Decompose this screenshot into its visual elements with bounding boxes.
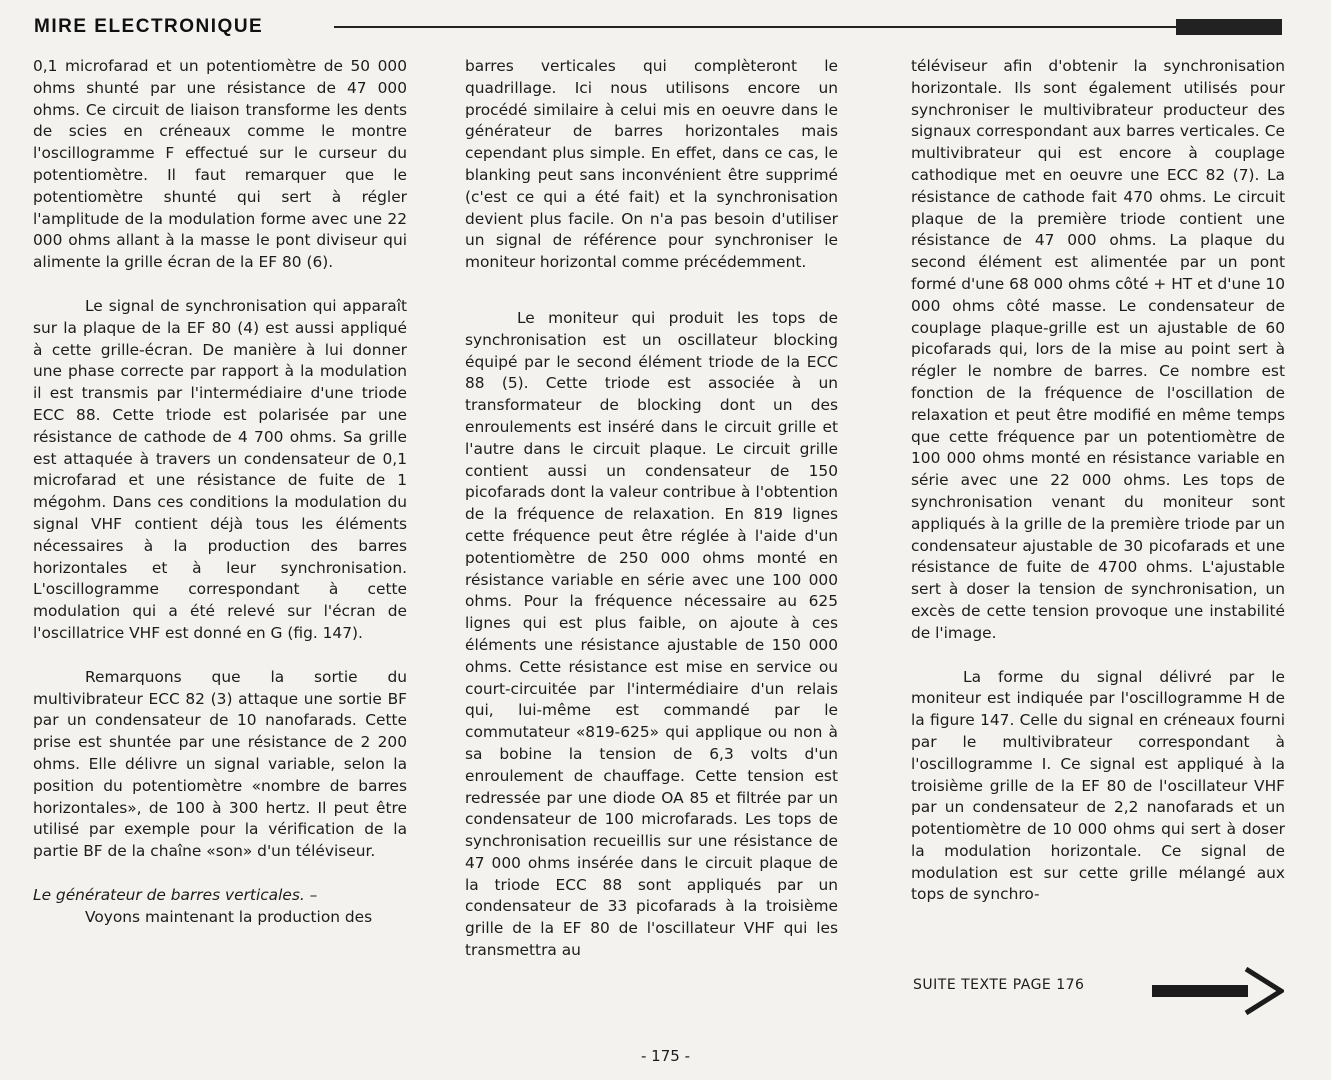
paragraph: Voyons maintenant la production des (85, 907, 373, 926)
paragraph: téléviseur afin d'obtenir la synchronisation horizontale. Ils sont également utilisés pour synchroniser le multivibrateur producteur des signaux correspondant aux barres verticales. Ce multivibrateur qui est encore à couplage cathodique met en oeuvre une ECC 82 (7). La résistance de cathode fait 470 ohms. Le circuit plaque de la première triode contient une résistance de 47 000 ohms. La plaque du second élément est alimentée par un pont formé d'une 68 000 ohms côté + HT et d'une 10 000 ohms côté masse. Le condensateur de couplage plaque-grille est un ajustable de 60 picofarads qui, lors de la mise au point sert à régler le nombre de barres. Ce nombre est fonction de la fréquence de l'oscillation de relaxation et peut être modifié en même temps que cette fréquence par un potentiomètre de 100 000 ohms monté en résistance variable en série avec une 22 000 ohms. Les tops de synchronisation venant du moniteur sont appliqués à la grille de la première triode par un condensateur ajustable de 30 picofarads et une résistance de fuite de 4700 ohms. L'ajustable sert à doser la tension de synchronisation, un excès de cette tension provoque une instabilité de l'image. (911, 57, 1285, 642)
page-number: - 175 - (641, 1047, 690, 1065)
continued-link: SUITE TEXTE PAGE 176 (913, 977, 1085, 993)
paragraph: barres verticales qui complèteront le quadrillage. Ici nous utilisons encore un procédé similaire à celui mis en oeuvre dans le générateur de barres horizontales mais cependant plus simple. En effet, dans ce cas, le blanking peut sans inconvénient être supprimé (c'est ce qui a été fait) et la synchronisation devient plus facile. On n'a pas besoin d'utiliser un signal de référence pour synchroniser le moniteur horizontal comme précédemment. (465, 57, 838, 272)
header-bar (1176, 19, 1282, 35)
paragraph: Remarquons que la sortie du multivibrateur ECC 82 (3) attaque une sortie BF par un condensateur de 10 nanofarads. Cette prise est shuntée par une résistance de 2 200 ohms. Elle délivre un signal variable, selon la position du potentiomètre «nombre de barres horizontales», de 100 à 300 hertz. Il peut être utilisé par exemple pour la vérification de la partie BF de la chaîne «son» d'un téléviseur. (33, 667, 407, 861)
paragraph: Le moniteur qui produit les tops de synchronisation est un oscillateur blocking équipé par le second élément triode de la ECC 88 (5). Cette triode est associée à un transformateur de blocking dont un des enroulements est inséré dans le circuit grille et l'autre dans le circuit plaque. Le circuit grille contient aussi un condensateur de 150 picofarads dont la valeur contribue à l'obtention de la fréquence de relaxation. En 819 lignes cette fréquence peut être réglée à l'aide d'un potentiomètre de 250 000 ohms monté en résistance variable en série avec une 100 000 ohms. Pour la fréquence nécessaire au 625 lignes qui est plus faible, on ajoute à ces éléments une résistance ajustable de 150 000 ohms. Cette résistance est mise en service ou court-circuitée par l'intermédiaire d'un relais qui, lui-même est commandé par le commutateur «819-625» qui applique ou non à sa bobine la tension de 6,3 volts d'un enroulement de chauffage. Cette tension est redressée par une diode OA 85 et filtrée par un condensateur de 100 microfarads. Les tops de synchronisation recueillis sur une résistance de 47 000 ohms insérée dans le circuit plaque de la triode ECC 88 sont appliqués par un condensateur de 33 picofarads à la troisième grille de la EF 80 de l'oscillateur VHF qui les transmettra au (465, 308, 838, 960)
paragraph: La forme du signal délivré par le moniteur est indiquée par l'oscillogramme H de la figure 147. Celle du signal en créneaux fourni par le multivibrateur correspondant à l'oscillogramme I. Ce signal est appliqué à la troisième grille de la EF 80 de l'oscillateur VHF par un condensateur de 2,2 nanofarads et un potentiomètre de 10 000 ohms qui sert à doser la modulation horizontale. Ce signal de modulation est sur cette grille mélangé aux tops de synchro- (911, 667, 1285, 904)
text-column-2 (465, 56, 838, 962)
paragraph: 0,1 microfarad et un potentiomètre de 50 000 ohms shunté par une résistance de 47 000 ohms. Ce circuit de liaison transforme les dents de scies en créneaux comme le montre l'oscillogramme F effectué sur le curseur du potentiomètre. Il faut remarquer que le potentiomètre shunté qui sert à régler l'amplitude de la modulation forme avec une 22 000 ohms allant à la masse le pont diviseur qui alimente la grille écran de la EF 80 (6). (33, 57, 407, 272)
header-rule (334, 26, 1176, 28)
text-column-3 (911, 56, 1285, 906)
right-arrow-icon (1150, 966, 1284, 1016)
section-title: MIRE ELECTRONIQUE (34, 16, 264, 37)
subsection-heading: Le générateur de barres verticales. – (33, 885, 318, 904)
text-column-1 (33, 56, 407, 928)
paragraph: Le signal de synchronisation qui apparaît sur la plaque de la EF 80 (4) est aussi appliqué à cette grille-écran. De manière à lui donner une phase correcte par rapport à la modulation il est transmis par l'intermédiaire d'une triode ECC 88. Cette triode est polarisée par une résistance de cathode de 4 700 ohms. Sa grille est attaquée à travers un condensateur de 0,1 microfarad et une résistance de fuite de 1 mégohm. Dans ces conditions la modulation du signal VHF contient déjà tous les éléments nécessaires à la production des barres horizontales et à leur synchronisation. L'oscillogramme correspondant à cette modulation qui a été relevé sur l'écran de l'oscillatrice VHF est donné en G (fig. 147). (33, 296, 407, 642)
